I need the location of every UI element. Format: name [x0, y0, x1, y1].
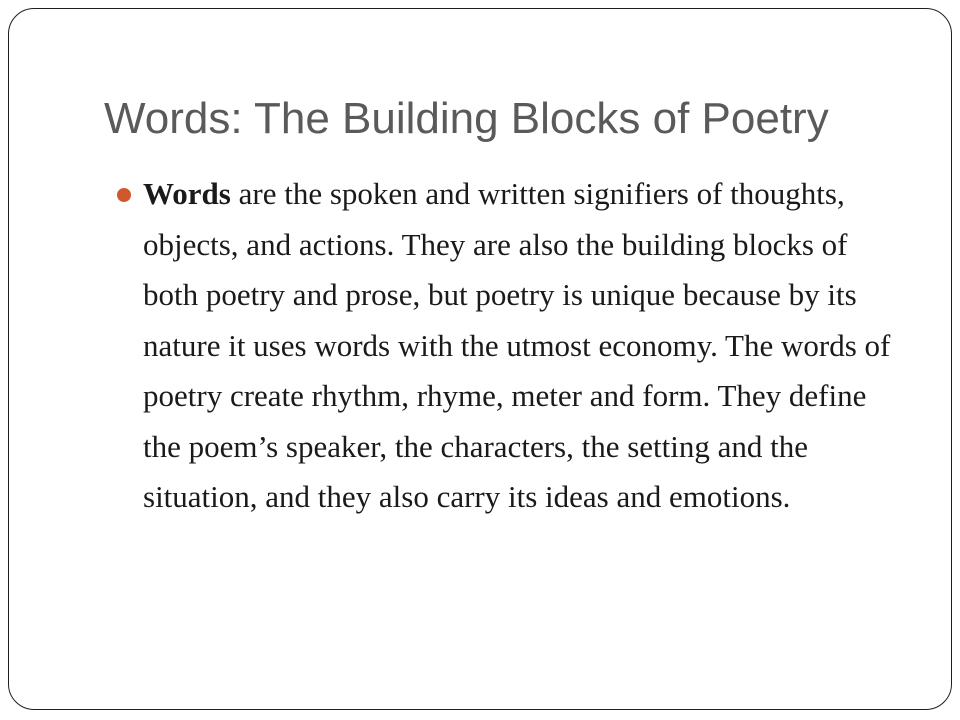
bullet-dot-icon	[117, 188, 131, 202]
bullet-item	[113, 169, 893, 523]
bullet-body-text: are the spoken and written signifiers of thoughts, objects, and actions. They are also the building blocks of both poetry and prose, but poetry is unique because by its nature it uses words with the utmost economy. The words of poetry create rhythm, rhyme, meter and form. They define the poem’s speaker, the characters, the setting and the situation, and they also carry its ideas and emotions.	[143, 176, 891, 514]
slide-frame	[8, 8, 952, 710]
bullet-list	[113, 169, 893, 523]
slide-title: Words: The Building Blocks of Poetry	[104, 94, 829, 143]
bullet-lead-term: Words	[143, 176, 231, 211]
